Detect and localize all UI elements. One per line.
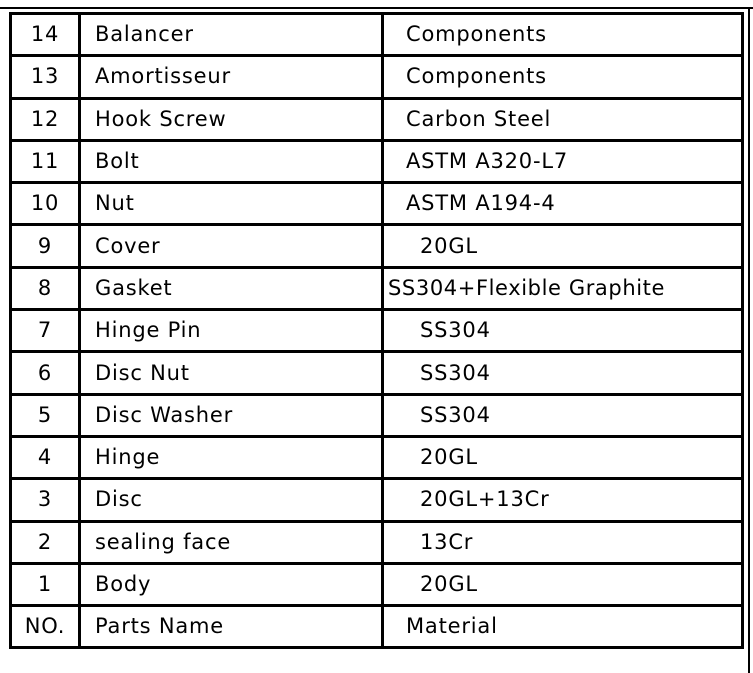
table-row (11, 14, 743, 56)
table-row (11, 436, 743, 478)
part-number: 6 (11, 352, 80, 394)
table-row (11, 140, 743, 182)
part-name: Disc (80, 479, 383, 521)
part-number: 9 (11, 225, 80, 267)
table-row (11, 521, 743, 563)
part-material: Carbon Steel (383, 98, 743, 140)
part-number: 1 (11, 563, 80, 605)
border-line-right (748, 7, 750, 673)
table-row (11, 563, 743, 605)
table-row (11, 479, 743, 521)
part-number: 3 (11, 479, 80, 521)
part-material: 13Cr (383, 521, 743, 563)
border-line-top (0, 7, 753, 9)
part-material: 20GL (383, 436, 743, 478)
part-name: Bolt (80, 140, 383, 182)
part-name: Cover (80, 225, 383, 267)
part-name: Disc Washer (80, 394, 383, 436)
part-material: SS304 (383, 352, 743, 394)
part-number: 12 (11, 98, 80, 140)
table-row (11, 310, 743, 352)
part-name: Hook Screw (80, 98, 383, 140)
part-material: ASTM A320-L7 (383, 140, 743, 182)
header-material: Material (383, 606, 743, 648)
table-row (11, 267, 743, 309)
part-material: SS304+Flexible Graphite (383, 267, 743, 309)
part-name: Balancer (80, 14, 383, 56)
part-name: Body (80, 563, 383, 605)
part-material: Components (383, 56, 743, 98)
part-name: Amortisseur (80, 56, 383, 98)
part-name: Nut (80, 183, 383, 225)
part-name: Hinge Pin (80, 310, 383, 352)
part-number: 2 (11, 521, 80, 563)
part-name: Gasket (80, 267, 383, 309)
part-material: 20GL+13Cr (383, 479, 743, 521)
part-number: 5 (11, 394, 80, 436)
parts-list-table (9, 12, 744, 649)
table-row (11, 183, 743, 225)
part-material: ASTM A194-4 (383, 183, 743, 225)
table-row (11, 225, 743, 267)
part-number: 7 (11, 310, 80, 352)
header-parts-name: Parts Name (80, 606, 383, 648)
part-number: 4 (11, 436, 80, 478)
part-material: 20GL (383, 563, 743, 605)
table-row (11, 352, 743, 394)
part-number: 11 (11, 140, 80, 182)
table-header-row (11, 606, 743, 648)
part-material: 20GL (383, 225, 743, 267)
table-row (11, 56, 743, 98)
header-no: NO. (11, 606, 80, 648)
part-number: 14 (11, 14, 80, 56)
part-number: 10 (11, 183, 80, 225)
part-number: 13 (11, 56, 80, 98)
table-row (11, 394, 743, 436)
part-material: Components (383, 14, 743, 56)
part-name: Hinge (80, 436, 383, 478)
part-number: 8 (11, 267, 80, 309)
part-name: sealing face (80, 521, 383, 563)
part-name: Disc Nut (80, 352, 383, 394)
part-material: SS304 (383, 394, 743, 436)
table-row (11, 98, 743, 140)
part-material: SS304 (383, 310, 743, 352)
